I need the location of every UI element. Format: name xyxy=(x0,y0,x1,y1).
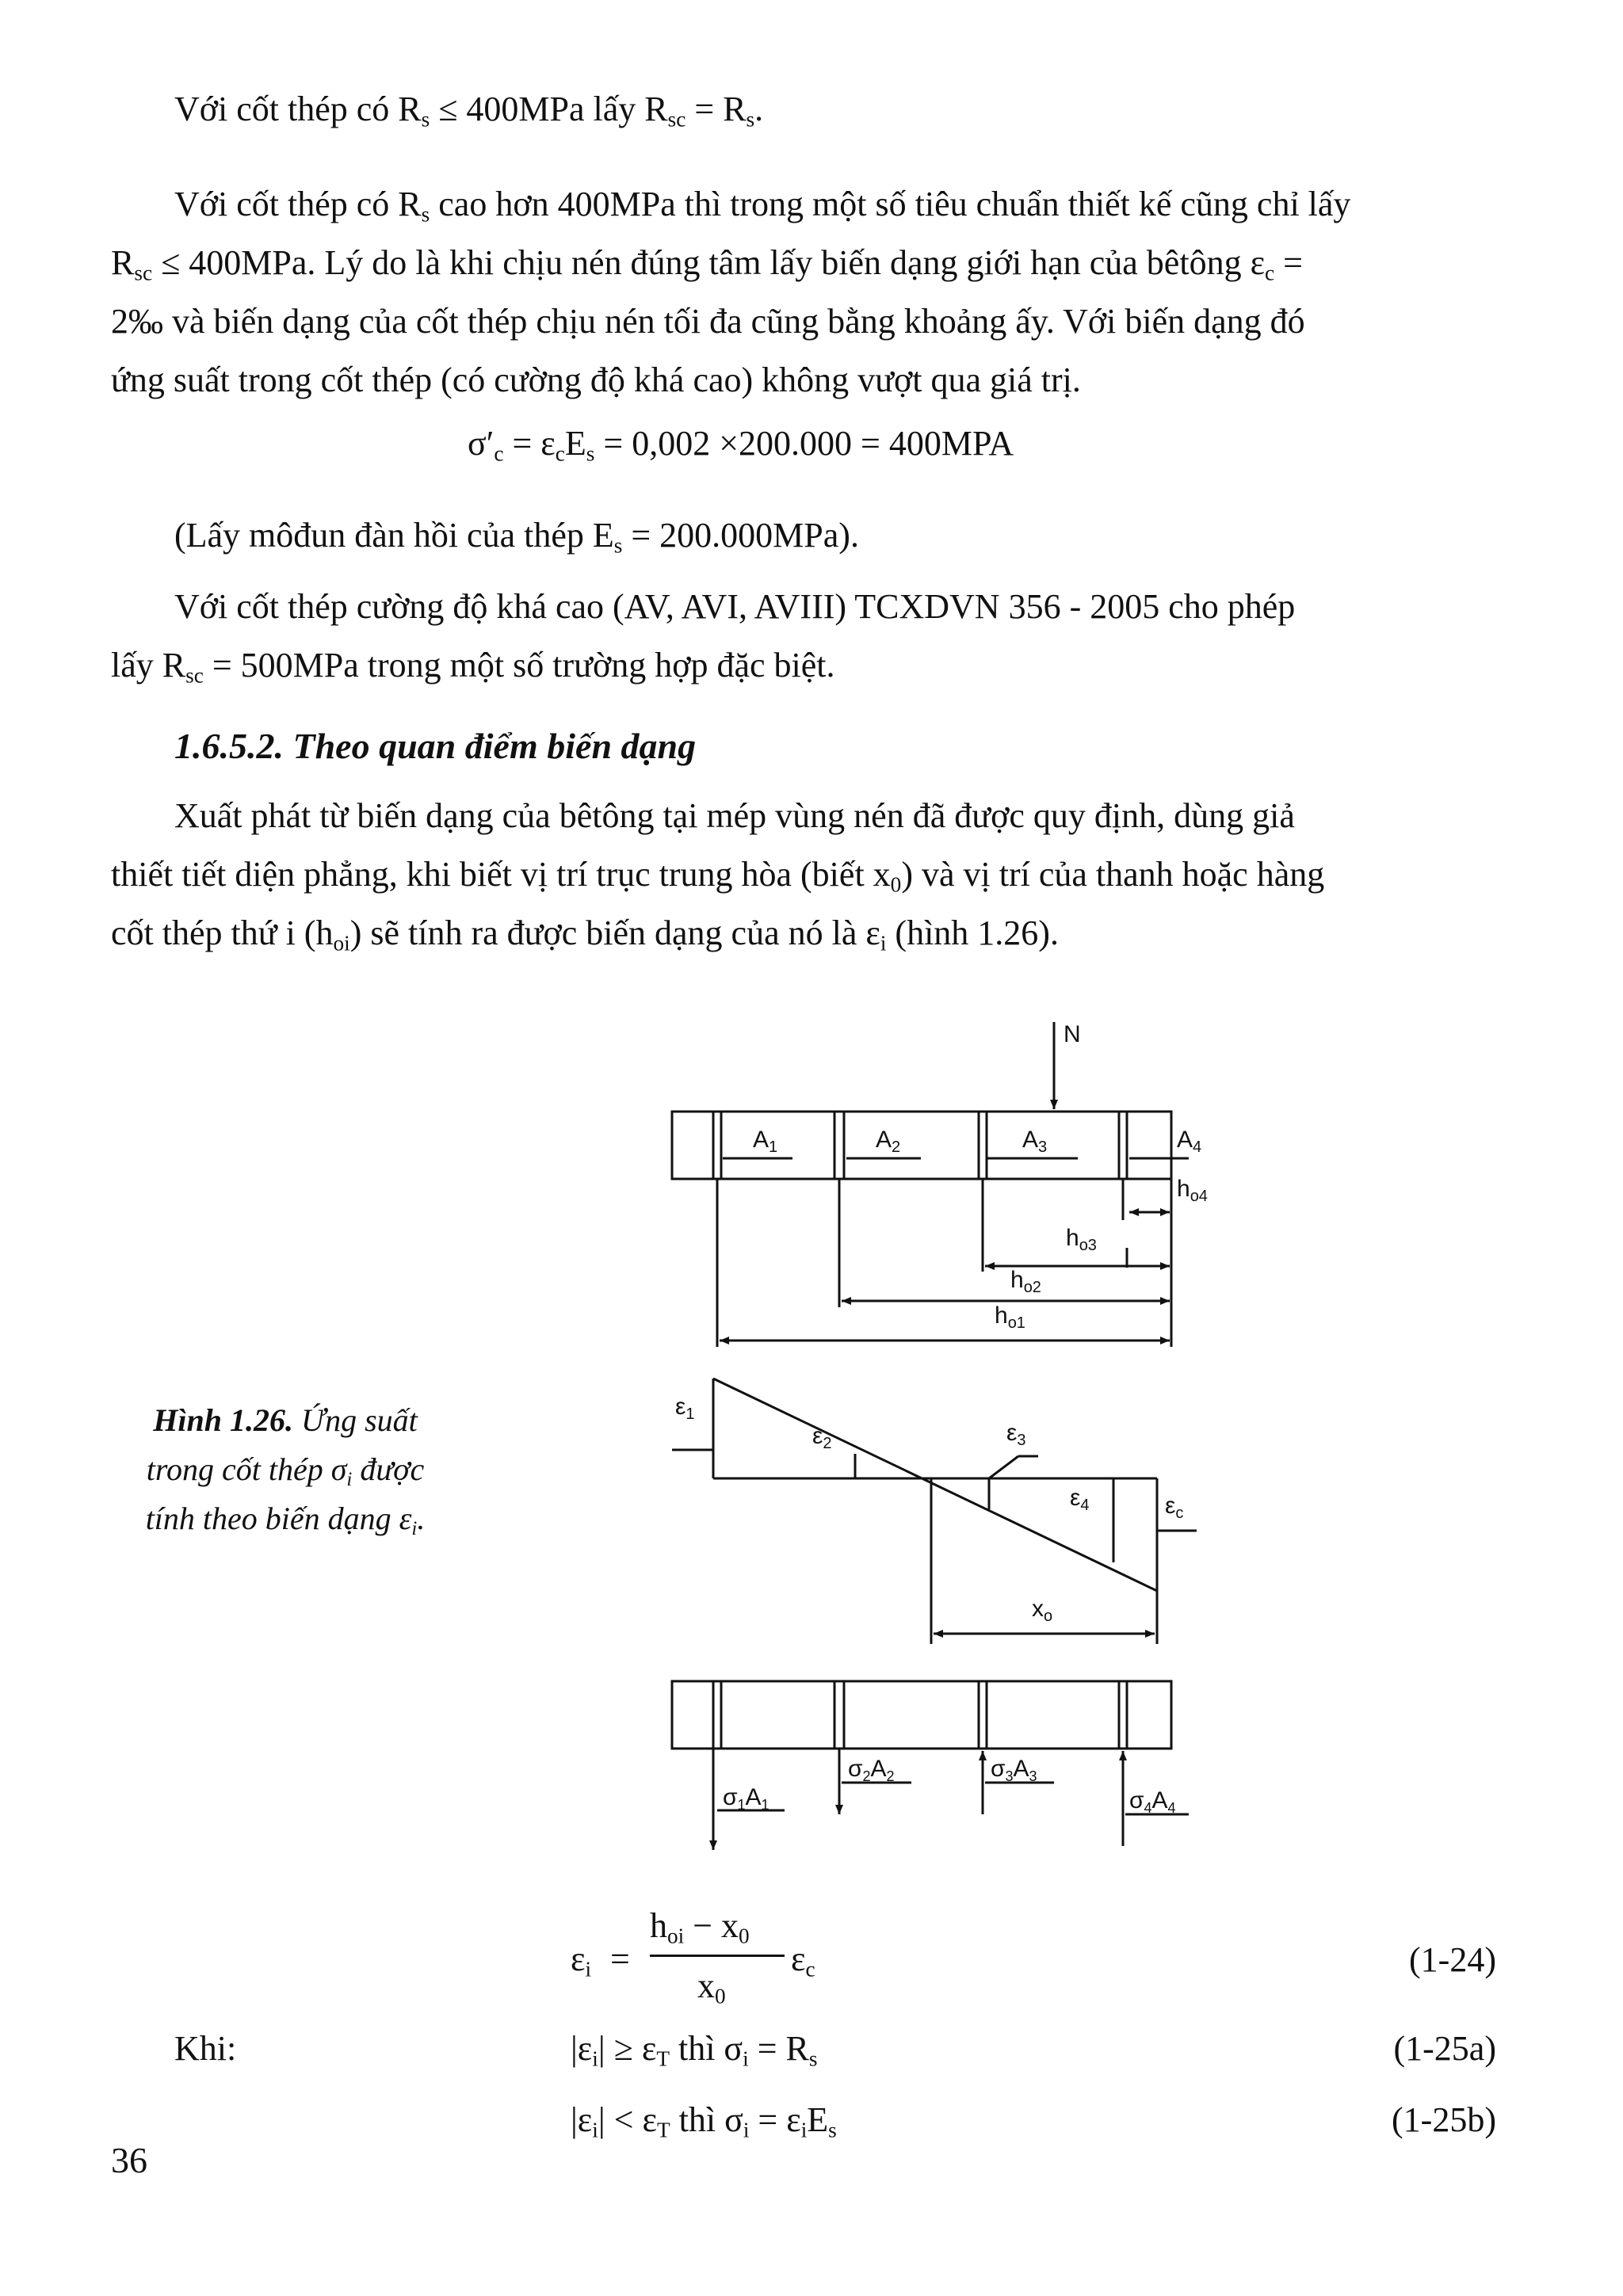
fraction-bar xyxy=(650,1955,785,1957)
equation-1-25a: $|\varepsilon_i| \ge \varepsilon_T$ thì $\sigma_i = R_s$ xyxy=(571,2029,818,2071)
figure-caption: Hình 1.26. Ứng suất trong cốt thép $\sigma_i$ được tính theo biến dạng $\varepsilon_i$. xyxy=(145,1402,426,1539)
label-s2a2: $\sigma_2A_2$ xyxy=(848,1756,895,1784)
equation-1-25b: $|\varepsilon_i| < \varepsilon_T$ thì $\sigma_i = \varepsilon_iE_s$ xyxy=(571,2100,837,2142)
paragraph-5-line-1: Xuất phát từ biến dạng của bêtông tại mép vùng nén đã được quy định, dùng giả xyxy=(174,796,1295,835)
label-n: N xyxy=(1064,1021,1081,1047)
strain-line xyxy=(713,1379,1157,1591)
label-a1: $A_1$ xyxy=(753,1127,778,1156)
label-e2: $\varepsilon_2$ xyxy=(812,1423,832,1452)
label-e4: $\varepsilon_4$ xyxy=(1070,1485,1090,1514)
label-s4a4: $\sigma_4A_4$ xyxy=(1129,1787,1176,1816)
section-outline-top xyxy=(672,1112,1171,1179)
paragraph-2-line-2: $R_{sc} \le 400MPa$. Lý do là khi chịu nén đúng tâm lấy biến dạng giới hạn của bêtông $\varepsilon_c$ = xyxy=(111,243,1303,285)
eq-number-1-24: (1-24) xyxy=(1409,1940,1496,1979)
label-a4: $A_4$ xyxy=(1177,1127,1202,1156)
page-number: 36 xyxy=(111,2140,147,2180)
label-h01: $h_{o1}$ xyxy=(995,1302,1025,1332)
label-ec: $\varepsilon_c$ xyxy=(1165,1493,1184,1522)
paragraph-5-line-2: thiết tiết diện phẳng, khi biết vị trí trục trung hòa (biết $x_0$) và vị trí của thanh hoặc hàng xyxy=(111,855,1325,897)
label-e3: $\varepsilon_3$ xyxy=(1006,1420,1026,1449)
paragraph-2-line-4: ứng suất trong cốt thép (có cường độ khá cao) không vượt qua giá trị. xyxy=(111,360,1081,399)
section-heading: 1.6.5.2. Theo quan điểm biến dạng xyxy=(174,726,697,766)
paragraph-5-line-3: cốt thép thứ i $(h_{oi})$ sẽ tính ra được biến dạng của nó là $\varepsilon_i$ (hình 1.26). xyxy=(111,913,1059,955)
formula-sigma-c: $\sigma'_c = \varepsilon_cE_s = 0,002 \times 200.000 = 400MPA$ xyxy=(468,424,1014,466)
section-outline-bottom xyxy=(672,1681,1171,1749)
paragraph-4-line-1: Với cốt thép cường độ khá cao (AV, AVI, AVIII) TCXDVN 356 - 2005 cho phép xyxy=(174,587,1296,626)
paragraph-1: Với cốt thép có $R_s \le 400MPa$ lấy $R_{sc} = R_s$. xyxy=(174,90,764,132)
label-a2: $A_2$ xyxy=(876,1127,901,1156)
when-label: Khi: xyxy=(174,2029,237,2068)
label-a3: $A_3$ xyxy=(1022,1127,1048,1156)
equation-1-24: $\varepsilon_i$ = $h_{oi} - x_0$ $x_0$ $\varepsilon_c$ xyxy=(571,1906,815,2008)
label-h02: $h_{o2}$ xyxy=(1010,1267,1041,1296)
paragraph-4-line-2: lấy $R_{sc} = 500MPa$ trong một số trường hợp đặc biệt. xyxy=(111,646,835,688)
label-s3a3: $\sigma_3A_3$ xyxy=(991,1756,1037,1784)
label-h04: $h_{o4}$ xyxy=(1177,1176,1208,1205)
label-x0: $x_o$ xyxy=(1032,1596,1053,1625)
paragraph-2-line-3: 2‰ và biến dạng của cốt thép chịu nén tối đa cũng bằng khoảng ấy. Với biến dạng đó xyxy=(111,302,1305,341)
eq-number-1-25b: (1-25b) xyxy=(1392,2100,1496,2139)
paragraph-2-line-1: Với cốt thép có $R_s$ cao hơn 400MPa thì trong một số tiêu chuẩn thiết kế cũng chỉ lấy xyxy=(174,185,1351,227)
label-e1: $\varepsilon_1$ xyxy=(675,1394,695,1423)
label-s1a1: $\sigma_1A_1$ xyxy=(723,1784,769,1813)
label-h03: $h_{o3}$ xyxy=(1066,1225,1097,1254)
paragraph-3: (Lấy môđun đàn hồi của thép $E_s = 200.000MPa$). xyxy=(174,516,859,558)
eq-number-1-25a: (1-25a) xyxy=(1393,2029,1496,2068)
